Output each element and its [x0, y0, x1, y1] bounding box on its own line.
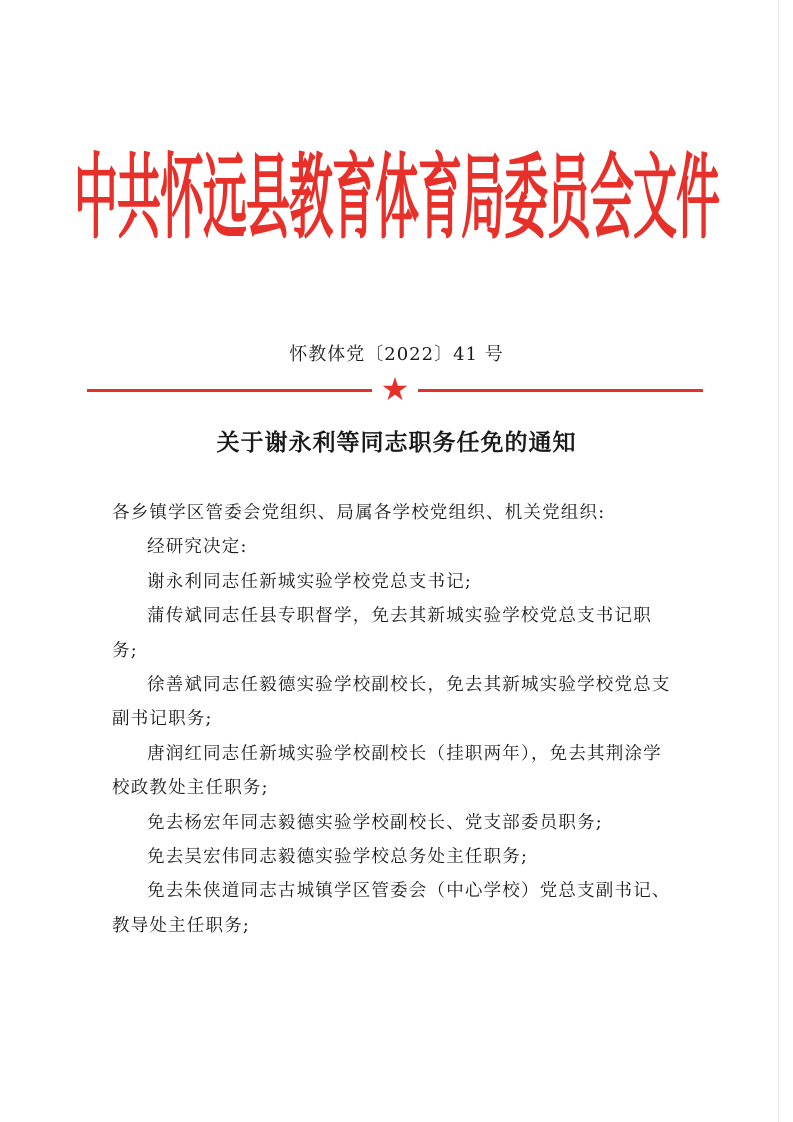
paragraph-removal: 免去杨宏年同志毅德实验学校副校长、党支部委员职务;	[147, 812, 603, 833]
paragraph-appointment: 谢永利同志任新城实验学校党总支书记;	[147, 571, 472, 592]
paragraph-appointment: 唐润红同志任新城实验学校副校长（挂职两年），免去其荆涂学校政教处主任职务;	[112, 743, 662, 799]
red-divider-right	[418, 389, 703, 392]
star-icon: ★	[380, 370, 410, 408]
document-header-title	[70, 140, 723, 260]
header-title-text: 中共怀远县教育体育局委员会文件	[74, 145, 719, 253]
paragraph-decision: 经研究决定:	[147, 537, 248, 558]
red-divider-left	[87, 389, 372, 392]
paragraph-appointment: 蒲传斌同志任县专职督学，免去其新城实验学校党总支书记职务;	[112, 606, 652, 661]
notice-body	[112, 496, 672, 943]
salutation: 各乡镇学区管委会党组织、局属各学校党组织、机关党组织:	[112, 503, 606, 523]
document-number: 怀教体党〔2022〕41 号	[289, 344, 504, 365]
notice-title: 关于谢永利等同志职务任免的通知	[216, 429, 577, 456]
paragraph-appointment: 徐善斌同志任毅德实验学校副校长，免去其新城实验学校党总支副书记职务;	[112, 675, 671, 730]
paragraph-removal: 免去吴宏伟同志毅德实验学校总务处主任职务;	[147, 847, 529, 868]
page-edge-line	[778, 0, 779, 1122]
paragraph-removal: 免去朱侠道同志古城镇学区管委会（中心学校）党总支副书记、教导处主任职务;	[112, 881, 671, 936]
